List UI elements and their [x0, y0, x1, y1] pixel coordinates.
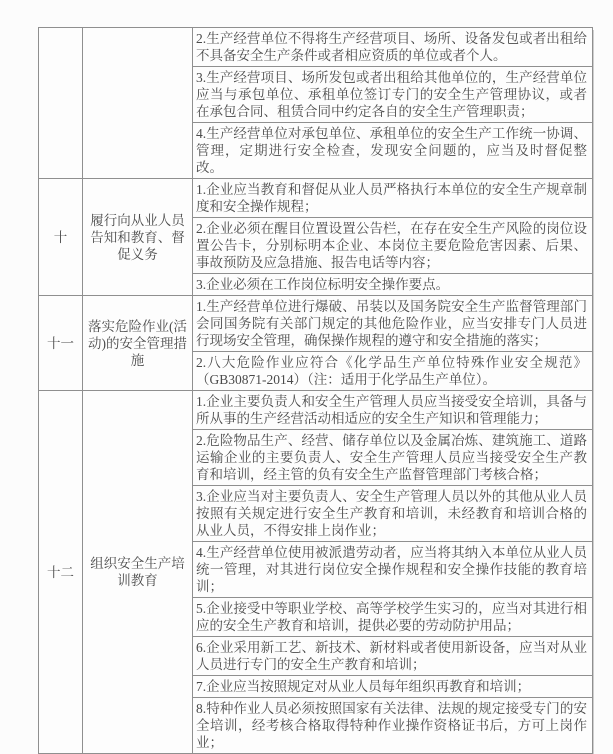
table-body	[39, 28, 593, 754]
requirement-item: 2.生产经营单位不得将生产经营项目、场所、设备发包或者出租给不具备安全生产条件或者相应资质的单位或者个人。	[193, 28, 593, 67]
table-row	[39, 391, 593, 430]
document-page	[38, 27, 593, 754]
row-title-cell: 组织安全生产培训教育	[83, 391, 193, 754]
requirement-item: 2.危险物品生产、经营、储存单位以及金属冶炼、建筑施工、道路运输企业的主要负责人、安全生产管理人员应当接受安全生产教育和培训，经主管的负有安全生产监督管理部门考核合格；	[193, 430, 593, 486]
row-title-cell: 履行向从业人员告知和教育、督促义务	[83, 179, 193, 296]
requirement-item: 1.企业应当教育和督促从业人员严格执行本单位的安全生产规章制度和安全操作规程；	[193, 179, 593, 218]
row-title-cell	[83, 28, 193, 179]
requirement-item: 5.企业接受中等职业学校、高等学校学生实习的，应当对其进行相应的安全生产教育和培训，提供必要的劳动防护用品；	[193, 598, 593, 637]
row-number-cell: 十一	[39, 296, 83, 391]
requirement-item: 1.生产经营单位进行爆破、吊装以及国务院安全生产监督管理部门会同国务院有关部门规定的其他危险作业，应当安排专门人员进行现场安全管理，确保操作规程的遵守和安全措施的落实；	[193, 296, 593, 352]
requirement-item: 4.生产经营单位对承包单位、承租单位的安全生产工作统一协调、管理，定期进行安全检查，发现安全问题的，应当及时督促整改。	[193, 123, 593, 179]
row-number-cell	[39, 28, 83, 179]
table-row	[39, 296, 593, 352]
requirement-item: 6.企业采用新工艺、新技术、新材料或者使用新设备，应当对从业人员进行专门的安全生产教育和培训；	[193, 637, 593, 676]
requirement-item: 3.生产经营项目、场所发包或者出租给其他单位的，生产经营单位应当与承包单位、承租单位签订专门的安全生产管理协议，或者在承包合同、租赁合同中约定各自的安全生产管理职责；	[193, 67, 593, 123]
requirement-item: 7.企业应当按照规定对从业人员每年组织再教育和培训；	[193, 676, 593, 698]
requirement-item: 3.企业应当对主要负责人、安全生产管理人员以外的其他从业人员按照有关规定进行安全生产教育和培训，未经教育和培训合格的从业人员，不得安排上岗作业；	[193, 486, 593, 542]
requirement-item: 3.企业必须在工作岗位标明安全操作要点。	[193, 274, 593, 296]
row-title-cell: 落实危险作业(活动)的安全管理措施	[83, 296, 193, 391]
table-row	[39, 28, 593, 67]
table-row	[39, 179, 593, 218]
requirement-item: 8.特种作业人员必须按照国家有关法律、法规的规定接受专门的安全培训，经考核合格取得特种作业操作资格证书后，方可上岗作业；	[193, 698, 593, 754]
safety-requirements-table	[38, 27, 593, 754]
requirement-item: 2.八大危险作业应符合《化学品生产单位特殊作业安全规范》（GB30871-2014）（注：适用于化学品生产单位）。	[193, 352, 593, 391]
row-number-cell: 十二	[39, 391, 83, 754]
requirement-item: 1.企业主要负责人和安全生产管理人员应当接受安全培训，具备与所从事的生产经营活动相适应的安全生产知识和管理能力；	[193, 391, 593, 430]
requirement-item: 4.生产经营单位使用被派遣劳动者，应当将其纳入本单位从业人员统一管理，对其进行岗位安全操作规程和安全操作技能的教育培训；	[193, 542, 593, 598]
requirement-item: 2.企业必须在醒目位置设置公告栏，在存在安全生产风险的岗位设置公告卡，分别标明本企业、本岗位主要危险危害因素、后果、事故预防及应急措施、报告电话等内容；	[193, 218, 593, 274]
row-number-cell: 十	[39, 179, 83, 296]
